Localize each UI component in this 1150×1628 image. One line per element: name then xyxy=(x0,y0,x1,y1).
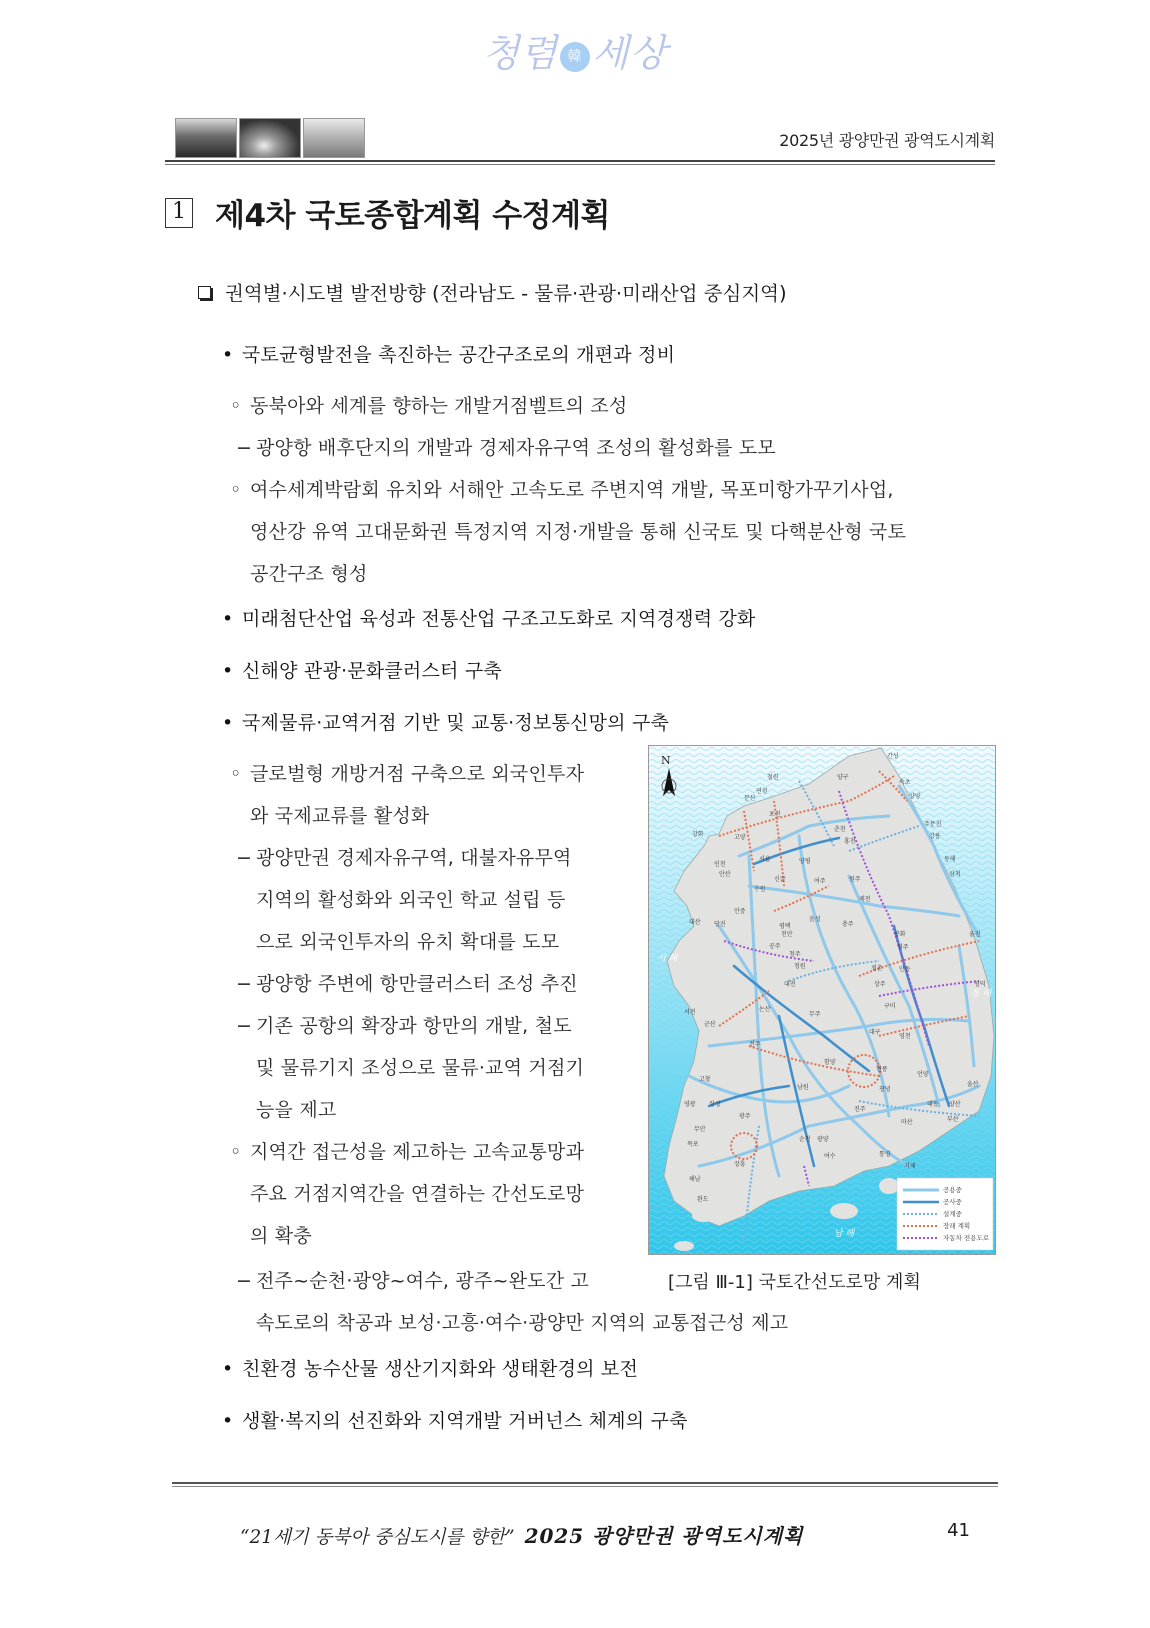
logo-text-right: 세상 xyxy=(592,31,668,75)
svg-text:평택: 평택 xyxy=(779,923,791,930)
circle-bullet-icon: ◦ xyxy=(230,479,242,501)
svg-text:양평: 양평 xyxy=(799,858,811,865)
logo-text-left: 청렴 xyxy=(482,31,558,75)
svg-text:통영: 통영 xyxy=(879,1151,891,1158)
svg-text:울진: 울진 xyxy=(969,931,981,938)
map-legend xyxy=(897,1178,993,1250)
svg-text:해남: 해남 xyxy=(689,1176,701,1183)
page-number: 41 xyxy=(947,1520,970,1541)
svg-text:봉화: 봉화 xyxy=(894,931,906,938)
svg-text:충주: 충주 xyxy=(842,921,854,928)
svg-text:서천: 서천 xyxy=(684,1009,696,1016)
svg-text:장성: 장성 xyxy=(709,1101,721,1108)
svg-text:여수: 여수 xyxy=(824,1153,836,1160)
bullet-text: 생활·복지의 선진화와 지역개발 거버넌스 체계의 구축 xyxy=(242,1410,688,1432)
svg-text:문산: 문산 xyxy=(744,795,756,802)
svg-text:마산: 마산 xyxy=(901,1119,913,1126)
svg-text:속초: 속초 xyxy=(899,779,911,786)
svg-text:장흥: 장흥 xyxy=(734,1161,746,1168)
svg-text:구미: 구미 xyxy=(884,1003,896,1010)
header-photo-strip xyxy=(175,118,365,158)
dash-text: 전주~순천·광양~여수, 광주~완도간 고 xyxy=(256,1270,590,1292)
dash-item xyxy=(236,1266,589,1293)
svg-text:무주: 무주 xyxy=(809,1011,821,1018)
dash-text-continued: 지역의 활성화와 외국인 학교 설립 등 xyxy=(256,889,566,911)
document-title: 2025년 광양만권 광역도시계획 xyxy=(779,131,995,150)
svg-text:영덕: 영덕 xyxy=(974,981,986,988)
dash-text-continued: 및 물류기지 조성으로 물류·교역 거점기 xyxy=(256,1057,585,1079)
korea-map-graphic xyxy=(649,746,996,1255)
svg-text:영광: 영광 xyxy=(684,1101,696,1108)
svg-text:공사중: 공사중 xyxy=(943,1198,962,1206)
header-photo-river xyxy=(239,118,301,158)
svg-text:남원: 남원 xyxy=(797,1084,809,1091)
bullet-text: 미래첨단산업 육성과 전통산업 구조고도화로 지역경쟁력 강화 xyxy=(242,608,756,630)
road-network-map xyxy=(648,745,996,1255)
circle-bullet-icon: ◦ xyxy=(230,763,242,785)
svg-text:강화: 강화 xyxy=(692,831,704,838)
svg-text:영주: 영주 xyxy=(897,944,909,951)
svg-text:춘천: 춘천 xyxy=(834,826,846,833)
section-heading xyxy=(165,190,610,235)
svg-text:논산: 논산 xyxy=(759,1006,771,1013)
svg-text:안중: 안중 xyxy=(734,908,746,915)
svg-text:청주: 청주 xyxy=(789,951,801,958)
svg-text:현풍: 현풍 xyxy=(876,1066,888,1073)
bullet-icon: • xyxy=(222,608,234,630)
svg-text:포천: 포천 xyxy=(769,811,781,818)
svg-text:간성: 간성 xyxy=(887,753,899,760)
svg-text:장래 계획: 장래 계획 xyxy=(943,1222,971,1230)
svg-text:동 해: 동 해 xyxy=(971,989,992,999)
header-divider xyxy=(165,160,995,165)
figure-caption: [그림 Ⅲ-1] 국토간선도로망 계획 xyxy=(668,1272,921,1293)
header-photo-landscape xyxy=(175,118,237,158)
svg-text:제천: 제천 xyxy=(859,896,871,903)
svg-text:대전: 대전 xyxy=(784,981,796,988)
svg-text:상주: 상주 xyxy=(874,981,886,988)
svg-text:양산: 양산 xyxy=(949,1101,961,1108)
running-header xyxy=(165,118,995,168)
circle-text: 여수세계박람회 유치와 서해안 고속도로 주변지역 개발, 목포미항가꾸기사업, xyxy=(250,479,894,501)
svg-text:설계중: 설계중 xyxy=(943,1210,962,1218)
svg-text:거제: 거제 xyxy=(904,1163,916,1170)
bullet-icon: • xyxy=(222,1358,234,1380)
bullet-item xyxy=(222,604,756,631)
svg-text:완도: 완도 xyxy=(697,1196,709,1203)
circle-text: 동북아와 세계를 향하는 개발거점벨트의 조성 xyxy=(250,395,628,417)
svg-text:인천: 인천 xyxy=(714,861,726,868)
circle-text: 지역간 접근성을 제고하는 고속교통망과 xyxy=(250,1141,585,1163)
svg-text:광양: 광양 xyxy=(817,1136,829,1143)
dash-icon: − xyxy=(236,1015,253,1037)
svg-text:N: N xyxy=(661,754,671,767)
svg-text:주문진: 주문진 xyxy=(924,821,942,828)
dash-text-continued: 속도로의 착공과 보성·고흥·여수·광양만 지역의 교통접근성 제고 xyxy=(256,1312,789,1334)
circle-bullet-icon: ◦ xyxy=(230,395,242,417)
svg-text:서울: 서울 xyxy=(759,856,771,863)
footer-brand: 2025 광양만권 광역도시계획 xyxy=(524,1524,804,1548)
circle-text-continued: 주요 거점지역간을 연결하는 간선도로망 xyxy=(250,1183,585,1205)
svg-text:대구: 대구 xyxy=(869,1029,881,1036)
dash-item xyxy=(236,969,578,996)
section-title: 제4차 국토종합계획 수정계획 xyxy=(215,198,611,234)
svg-text:안산: 안산 xyxy=(719,871,731,878)
svg-text:홍천: 홍천 xyxy=(844,838,856,845)
circle-item xyxy=(230,391,628,418)
dash-text: 광양만권 경제자유구역, 대불자유무역 xyxy=(256,847,572,869)
footer-slogan: “21세기 동북아 중심도시를 향한” xyxy=(240,1527,515,1548)
svg-text:언양: 언양 xyxy=(917,1071,929,1078)
circle-text-continued: 영산강 유역 고대문화권 특정지역 지정·개발을 통해 신국토 및 다핵분산형 국토 xyxy=(250,521,907,543)
svg-text:연천: 연천 xyxy=(756,788,768,795)
svg-text:진주: 진주 xyxy=(854,1106,866,1113)
checkbox-square-icon xyxy=(198,286,211,299)
svg-text:안동: 안동 xyxy=(899,966,911,973)
bullet-text: 국토균형발전을 촉진하는 공간구조로의 개편과 정비 xyxy=(242,344,676,366)
circle-item xyxy=(230,1137,584,1164)
svg-text:자동차 전용도로: 자동차 전용도로 xyxy=(943,1234,990,1242)
svg-text:여주: 여주 xyxy=(814,878,826,885)
svg-text:천안: 천안 xyxy=(781,931,793,938)
svg-text:울산: 울산 xyxy=(967,1081,979,1088)
bullet-text: 신해양 관광·문화클러스터 구축 xyxy=(242,660,502,682)
svg-text:수원: 수원 xyxy=(754,886,766,893)
bullet-icon: • xyxy=(222,660,234,682)
logo-emblem-icon: 韓 xyxy=(560,42,590,72)
logo-watermark xyxy=(0,22,1150,77)
svg-text:강릉: 강릉 xyxy=(929,833,941,840)
subheading-text: 권역별·시도별 발전방향 (전라남도 - 물류·관광·미래산업 중심지역) xyxy=(225,282,787,305)
footer-divider xyxy=(172,1482,998,1487)
dash-icon: − xyxy=(236,1270,253,1292)
svg-text:전주: 전주 xyxy=(749,1041,761,1048)
svg-text:청원: 청원 xyxy=(794,963,806,970)
dash-text-continued: 능을 제고 xyxy=(256,1099,337,1121)
svg-text:삼척: 삼척 xyxy=(949,871,961,878)
svg-text:대동: 대동 xyxy=(927,1101,939,1108)
header-photo-port xyxy=(303,118,365,158)
svg-text:동해: 동해 xyxy=(944,856,956,863)
svg-text:서 해: 서 해 xyxy=(657,954,678,964)
page-footer xyxy=(240,1520,980,1549)
bullet-item xyxy=(222,1354,638,1381)
bullet-icon: • xyxy=(222,344,234,366)
svg-text:고양: 고양 xyxy=(734,834,746,841)
svg-text:무안: 무안 xyxy=(694,1126,706,1133)
dash-icon: − xyxy=(236,973,253,995)
circle-text-continued: 공간구조 형성 xyxy=(250,563,368,585)
circle-text-continued: 의 확충 xyxy=(250,1225,312,1247)
subheading xyxy=(198,278,787,306)
svg-text:대산: 대산 xyxy=(689,919,701,926)
bullet-icon: • xyxy=(222,1410,234,1432)
dash-text-continued: 으로 외국인투자의 유치 확대를 도모 xyxy=(256,931,560,953)
bullet-item xyxy=(222,656,502,683)
circle-bullet-icon: ◦ xyxy=(230,1141,242,1163)
svg-text:부산: 부산 xyxy=(947,1116,959,1123)
circle-item xyxy=(230,759,584,786)
svg-text:철원: 철원 xyxy=(767,774,779,781)
section-number: 1 xyxy=(165,198,193,228)
svg-text:음성: 음성 xyxy=(809,916,821,923)
dash-text: 광양항 배후단지의 개발과 경제자유구역 조성의 활성화를 도모 xyxy=(256,437,776,459)
svg-text:목포: 목포 xyxy=(687,1141,699,1148)
svg-text:공주: 공주 xyxy=(769,943,781,950)
svg-text:공용중: 공용중 xyxy=(943,1186,962,1194)
bullet-text: 국제물류·교역거점 기반 및 교통·정보통신망의 구축 xyxy=(242,712,670,734)
svg-text:창녕: 창녕 xyxy=(879,1086,891,1093)
dash-text: 광양항 주변에 항만클러스터 조성 추진 xyxy=(256,973,578,995)
dash-item xyxy=(236,1011,572,1038)
dash-item xyxy=(236,433,776,460)
circle-text-continued: 와 국제교류를 활성화 xyxy=(250,805,430,827)
svg-text:군산: 군산 xyxy=(704,1021,716,1028)
svg-text:남 해: 남 해 xyxy=(834,1229,855,1239)
svg-text:광주: 광주 xyxy=(739,1113,751,1120)
dash-item xyxy=(236,843,572,870)
dash-text: 기존 공항의 확장과 항만의 개발, 철도 xyxy=(256,1015,572,1037)
svg-text:양양: 양양 xyxy=(909,793,921,800)
dash-icon: − xyxy=(236,847,253,869)
dash-icon: − xyxy=(236,437,253,459)
svg-text:원주: 원주 xyxy=(849,876,861,883)
bullet-icon: • xyxy=(222,712,234,734)
svg-text:신갈: 신갈 xyxy=(774,876,786,883)
svg-text:고창: 고창 xyxy=(699,1076,711,1083)
svg-text:양구: 양구 xyxy=(837,774,849,781)
bullet-text: 친환경 농수산물 생산기지화와 생태환경의 보전 xyxy=(242,1358,639,1380)
svg-text:당진: 당진 xyxy=(714,921,726,928)
svg-text:점촌: 점촌 xyxy=(871,965,883,972)
circle-text: 글로벌형 개방거점 구축으로 외국인투자 xyxy=(250,763,585,785)
svg-text:함양: 함양 xyxy=(824,1059,836,1066)
bullet-item xyxy=(222,340,675,367)
svg-text:순천: 순천 xyxy=(799,1136,811,1143)
circle-item xyxy=(230,475,894,502)
bullet-item xyxy=(222,708,669,735)
bullet-item xyxy=(222,1406,688,1433)
svg-text:영천: 영천 xyxy=(899,1033,911,1040)
